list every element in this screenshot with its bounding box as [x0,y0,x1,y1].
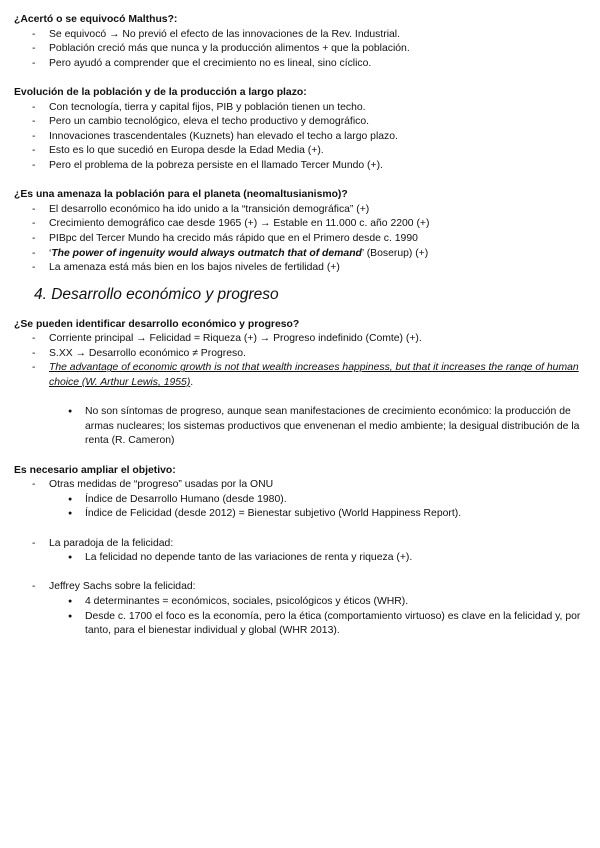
quote-open: ‘ [49,247,52,259]
list-item: - El desarrollo económico ha ido unido a la “transición demográfica” (+) [32,203,586,218]
section-title-identificar: ¿Se pueden identificar desarrollo económico y progreso? [14,318,300,330]
list-item-quote [32,361,586,390]
boserup-quote: The power of ingenuity would always outmatch that of demand [51,247,362,259]
section-title-ampliar: Es necesario ampliar el objetivo: [14,464,176,476]
malthus-list [14,28,586,72]
section-title-amenaza: ¿Es una amenaza la población para el planeta (neomaltusianismo)? [14,189,348,201]
identificar-list [14,332,586,390]
section-title-malthus: ¿Acertó o se equivocó Malthus?: [14,14,178,25]
list-item: - Pero un cambio tecnológico, eleva el techo productivo y demográfico. [32,115,586,130]
evolucion-list [14,101,586,174]
list-item: ● Índice de Desarrollo Humano (desde 1980). [68,493,586,508]
otras-sublist [49,493,586,522]
list-item: - La amenaza está más bien en los bajos niveles de fertilidad (+) [32,261,586,276]
list-item: - S.XX → Desarrollo económico ≠ Progreso. [32,347,586,362]
list-item: - Con tecnología, tierra y capital fijos, PIB y población tienen un techo. [32,101,586,116]
list-item: - Pero el problema de la pobreza persiste en el llamado Tercer Mundo (+). [32,159,586,174]
list-item [32,537,586,581]
list-item: - Innovaciones trascendentales (Kuznets) han elevado el techo a largo plazo. [32,130,586,145]
list-item: ● No son síntomas de progreso, aunque sean manifestaciones de crecimiento económico: la producción de armas nucleares; los sistemas productivos que envenenan el medio ambiente; la desigual distribución de la renta (R. Cameron) [68,405,586,449]
otras-medidas: Otras medidas de “progreso” usadas por la ONU [49,479,274,491]
list-item: - Se equivocó → No previó el efecto de las innovaciones de la Rev. Industrial. [32,28,586,43]
lewis-quote: The advantage of economic growth is not that wealth increases happiness, but that it increases the range of human choice (W. Arthur Lewis, 1955) [49,362,579,389]
list-item: ● 4 determinantes = económicos, sociales, psicológicos y éticos (WHR). [68,595,586,610]
paradoja-sublist [49,551,586,566]
quote-close: ’ (Boserup) (+) [361,247,429,259]
amenaza-list [14,203,586,276]
list-item: - Población creció más que nunca y la producción alimentos + que la población. [32,42,586,57]
list-item: - Corriente principal → Felicidad = Riqueza (+) → Progreso indefinido (Comte) (+). [32,332,586,347]
list-item-quote [32,247,586,262]
list-item: - Pero ayudó a comprender que el crecimiento no es lineal, sino cíclico. [32,57,586,72]
chapter-title: 4. Desarrollo económico y progreso [34,285,279,303]
sachs-sublist [49,595,586,639]
quote-end: . [190,377,194,389]
list-item [32,478,586,536]
section-title-evolucion: Evolución de la población y de la producción a largo plazo: [14,86,307,98]
list-item: ● Índice de Felicidad (desde 2012) = Bienestar subjetivo (World Happiness Report). [68,507,586,522]
ampliar-list [14,478,586,639]
list-item: ● La felicidad no depende tanto de las variaciones de renta y riqueza (+). [68,551,586,566]
list-item [32,580,586,638]
sachs: Jeffrey Sachs sobre la felicidad: [49,581,196,593]
cameron-list [14,405,586,449]
list-item: - Esto es lo que sucedió en Europa desde la Edad Media (+). [32,144,586,159]
list-item: - Crecimiento demográfico cae desde 1965 (+) → Estable en 11.000 c. año 2200 (+) [32,217,586,232]
paradoja: La paradoja de la felicidad: [49,537,174,549]
list-item: - PIBpc del Tercer Mundo ha crecido más rápido que en el Primero desde c. 1990 [32,232,586,247]
list-item: ● Desde c. 1700 el foco es la economía, pero la ética (comportamiento virtuoso) es clave en la felicidad y, por tanto, para el bienestar individual y global (WHR 2013). [68,610,586,639]
